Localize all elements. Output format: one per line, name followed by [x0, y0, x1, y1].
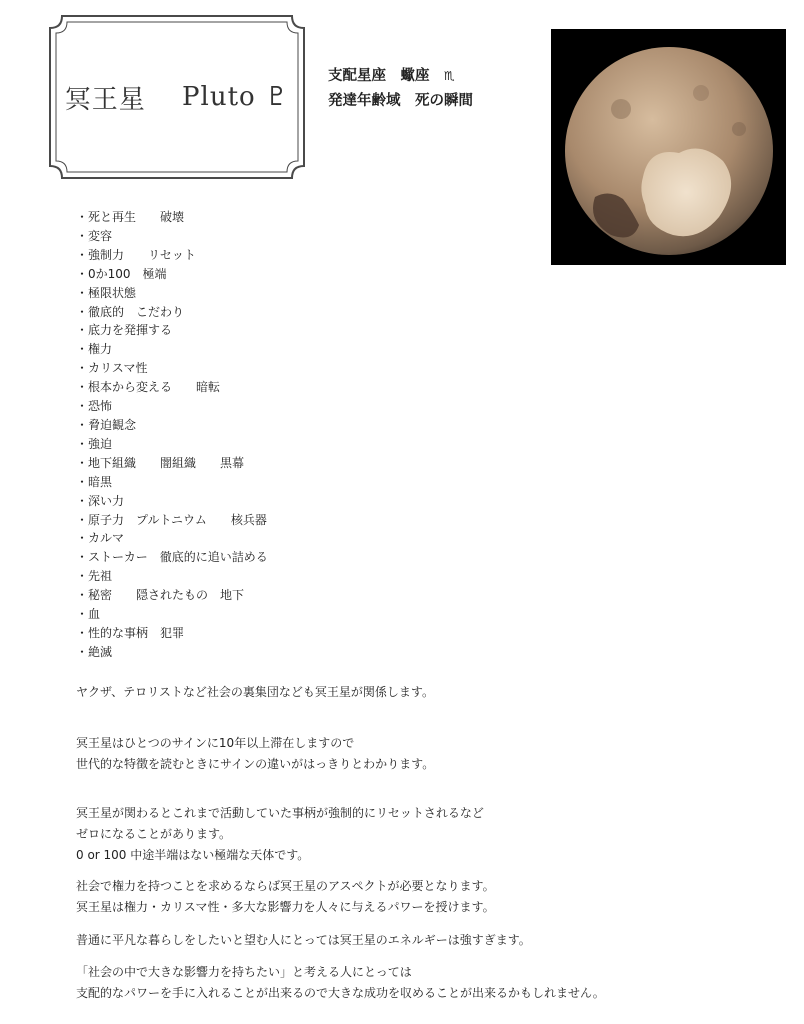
pluto-planet-icon	[551, 29, 786, 265]
paragraph-line: 支配的なパワーを手に入れることが出来るので大きな成功を収めることが出来るかもしれません。	[76, 986, 605, 1000]
title-jp: 冥王星	[64, 84, 146, 115]
keyword-item: ・変容	[76, 228, 113, 243]
paragraph-line: 冥王星はひとつのサインに10年以上滞在しますので	[76, 736, 355, 750]
keyword-item: ・根本から変える 暗転	[76, 380, 221, 395]
keyword-item: ・性的な事柄 犯罪	[76, 625, 185, 640]
age-row	[328, 89, 473, 114]
paragraph	[76, 733, 434, 775]
keyword-item: ・血	[76, 607, 101, 622]
paragraph-line: 冥王星が関わるとこれまで活動していた事柄が強制的にリセットされるなど	[76, 806, 484, 820]
keyword-list	[76, 208, 268, 662]
keyword-item: ・暗黒	[76, 474, 113, 489]
keyword-item: ・徹底的 こだわり	[76, 304, 185, 319]
paragraph-line: 「社会の中で大きな影響力を持ちたい」と考える人にとっては	[76, 965, 412, 979]
title-frame	[48, 14, 306, 180]
keyword-item: ・絶滅	[76, 644, 113, 659]
paragraph-line: 普通に平凡な暮らしをしたいと望む人にとっては冥王星のエネルギーは強すぎます。	[76, 933, 531, 947]
keyword-item: ・強制力 リセット	[76, 247, 196, 262]
ruling-sign-row	[328, 64, 473, 89]
paragraph-line: 社会で権力を持つことを求めるならば冥王星のアスペクトが必要となります。	[76, 879, 495, 893]
scorpio-symbol-icon: ♏	[444, 69, 455, 83]
page-title	[48, 14, 306, 180]
age-value: 死の瞬間	[415, 93, 473, 109]
paragraph-line: ヤクザ、テロリストなど社会の裏集団なども冥王星が関係します。	[76, 685, 434, 699]
age-label: 発達年齢域	[328, 93, 401, 109]
paragraph	[76, 876, 495, 918]
keyword-item: ・脅迫観念	[76, 417, 137, 432]
keyword-item: ・0か100 極端	[76, 266, 167, 281]
keyword-item: ・死と再生 破壊	[76, 210, 185, 224]
keyword-item: ・地下組織 闇組織 黒幕	[76, 455, 245, 470]
keyword-item: ・秘密 隠されたもの 地下	[76, 588, 245, 603]
pluto-photo	[551, 29, 786, 265]
planet-info	[328, 64, 473, 114]
pluto-symbol-icon: ♇	[264, 82, 290, 112]
paragraph	[76, 803, 484, 866]
ruling-sign-value: 蠍座	[400, 68, 430, 84]
ruling-sign-label: 支配星座	[328, 68, 386, 84]
keyword-item: ・恐怖	[76, 399, 113, 414]
keyword-item: ・カリスマ性	[76, 361, 148, 376]
keyword-item: ・先祖	[76, 569, 113, 584]
paragraph-line: 0 or 100 中途半端はない極端な天体です。	[76, 848, 310, 862]
keyword-item: ・極限状態	[76, 285, 137, 300]
paragraph-line: ゼロになることがあります。	[76, 827, 232, 841]
title-en: Pluto	[182, 82, 256, 112]
paragraph	[76, 962, 605, 1004]
keyword-item: ・深い力	[76, 493, 125, 508]
paragraph	[76, 682, 434, 703]
keyword-item: ・カルマ	[76, 531, 125, 546]
paragraph-line: 世代的な特徴を読むときにサインの違いがはっきりとわかります。	[76, 757, 435, 771]
keyword-item: ・強迫	[76, 436, 113, 451]
paragraph	[76, 930, 531, 951]
keyword-item: ・底力を発揮する	[76, 323, 173, 338]
keyword-item: ・権力	[76, 342, 113, 357]
paragraph-line: 冥王星は権力・カリスマ性・多大な影響力を人々に与えるパワーを授けます。	[76, 900, 495, 914]
keyword-item: ・原子力 プルトニウム 核兵器	[76, 512, 267, 527]
keyword-item: ・ストーカー 徹底的に追い詰める	[76, 550, 268, 565]
